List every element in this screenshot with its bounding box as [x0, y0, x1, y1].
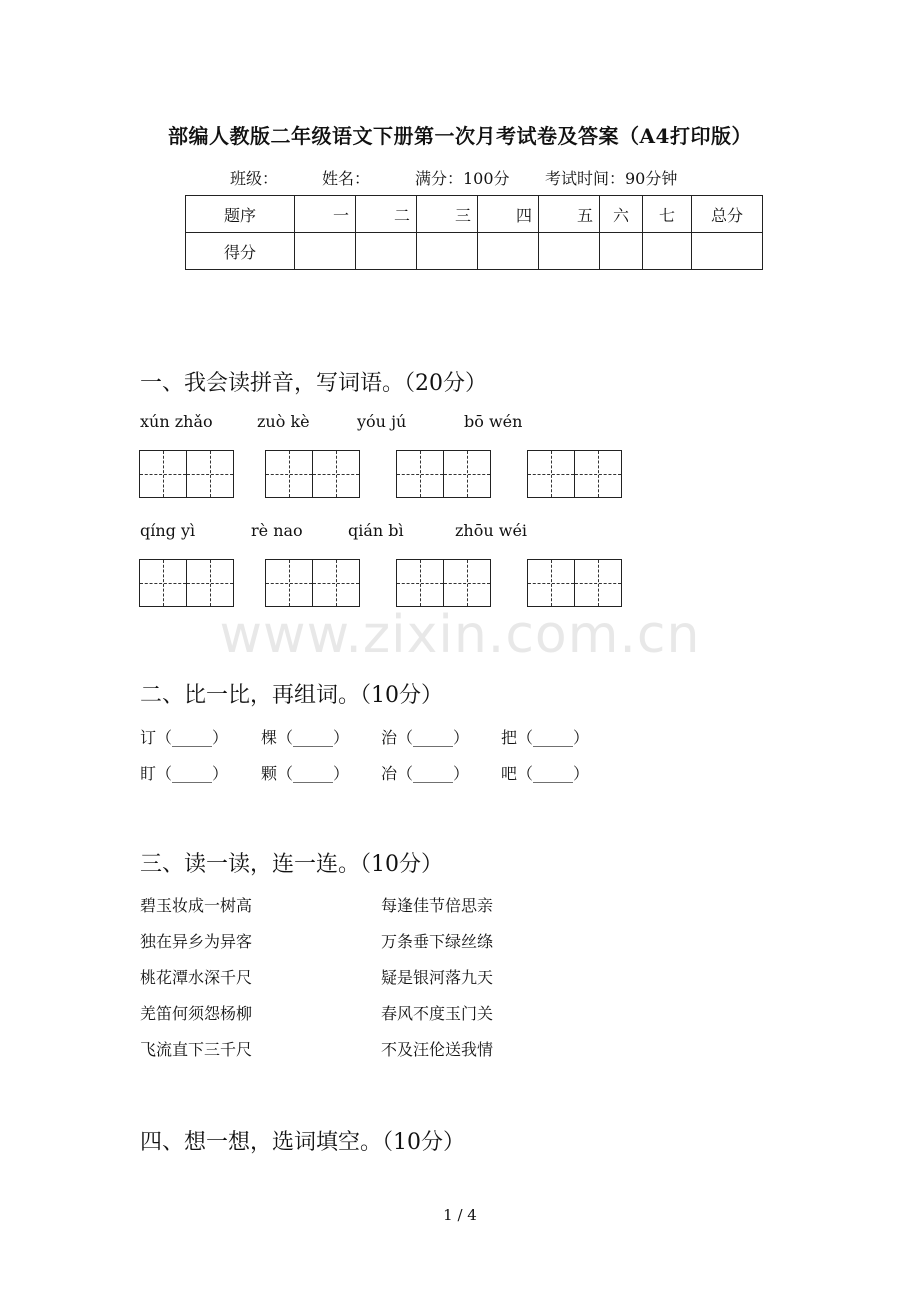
header-cell: 二	[356, 196, 417, 233]
word-pair-item: 盯（_____）	[140, 764, 229, 783]
score-cell[interactable]	[600, 233, 643, 270]
header-cell: 一	[295, 196, 356, 233]
header-cell: 四	[478, 196, 539, 233]
word-pair-item: 订（_____）	[140, 728, 229, 747]
word-pair-item: 把（_____）	[501, 728, 590, 747]
header-cell: 三	[417, 196, 478, 233]
poem-line-left: 碧玉妆成一树高	[140, 896, 253, 915]
section3-heading: 三、读一读，连一连。（10分）	[140, 852, 443, 877]
score-table-header	[186, 196, 763, 233]
writing-grid[interactable]	[265, 559, 358, 607]
page-number: 1 / 4	[443, 1206, 477, 1224]
score-cell[interactable]	[539, 233, 600, 270]
writing-grid[interactable]	[396, 559, 489, 607]
pinyin: qián bì	[348, 521, 404, 540]
section2-heading: 二、比一比，再组词。（10分）	[140, 683, 443, 708]
name-label: 姓名：	[322, 169, 371, 188]
pinyin: zhōu wéi	[455, 521, 528, 540]
score-table	[185, 195, 763, 270]
class-label: 班级：	[230, 169, 279, 188]
poem-line-right: 不及汪伦送我情	[381, 1040, 494, 1059]
score-cell[interactable]	[478, 233, 539, 270]
writing-grid[interactable]	[265, 450, 358, 498]
score-cell[interactable]	[643, 233, 692, 270]
writing-grid[interactable]	[139, 450, 232, 498]
header-cell: 题序	[186, 196, 295, 233]
poem-line-left: 独在异乡为异客	[140, 932, 253, 951]
section1-heading: 一、我会读拼音，写词语。（20分）	[140, 371, 487, 396]
score-cell[interactable]	[692, 233, 763, 270]
exam-info	[230, 166, 677, 189]
score-cell[interactable]	[356, 233, 417, 270]
score-cell[interactable]	[417, 233, 478, 270]
word-pair-item: 棵（_____）	[261, 728, 350, 747]
poem-line-right: 疑是银河落九天	[381, 968, 494, 987]
watermark: www.zixin.com.cn	[219, 605, 701, 665]
poem-line-left: 羌笛何须怨杨柳	[140, 1004, 253, 1023]
header-cell: 六	[600, 196, 643, 233]
score-table-row	[186, 233, 763, 270]
header-cell: 五	[539, 196, 600, 233]
pinyin: bō wén	[464, 412, 523, 431]
poem-line-right: 万条垂下绿丝绦	[381, 932, 494, 951]
poem-line-left: 桃花潭水深千尺	[140, 968, 253, 987]
page-title: 部编人教版二年级语文下册第一次月考试卷及答案（A4打印版）	[168, 124, 752, 148]
pinyin: zuò kè	[257, 412, 310, 431]
score-cell[interactable]	[295, 233, 356, 270]
pinyin: qíng yì	[140, 521, 196, 540]
header-cell: 总分	[692, 196, 763, 233]
full-score: 满分：100分	[415, 169, 510, 188]
header-cell: 七	[643, 196, 692, 233]
row-label: 得分	[186, 233, 295, 270]
word-pair-item: 治（_____）	[381, 728, 470, 747]
exam-time: 考试时间：90分钟	[545, 169, 678, 188]
poem-line-left: 飞流直下三千尺	[140, 1040, 253, 1059]
writing-grid[interactable]	[527, 559, 620, 607]
word-pair-item: 颗（_____）	[261, 764, 350, 783]
poem-line-right: 春风不度玉门关	[381, 1004, 494, 1023]
poem-line-right: 每逢佳节倍思亲	[381, 896, 494, 915]
section4-heading: 四、想一想，选词填空。（10分）	[140, 1130, 465, 1155]
pinyin: rè nao	[251, 521, 303, 540]
writing-grid[interactable]	[396, 450, 489, 498]
writing-grid[interactable]	[527, 450, 620, 498]
word-pair-item: 吧（_____）	[501, 764, 590, 783]
word-pair-item: 冶（_____）	[381, 764, 470, 783]
writing-grid[interactable]	[139, 559, 232, 607]
pinyin: yóu jú	[357, 412, 407, 431]
pinyin: xún zhǎo	[140, 412, 213, 431]
